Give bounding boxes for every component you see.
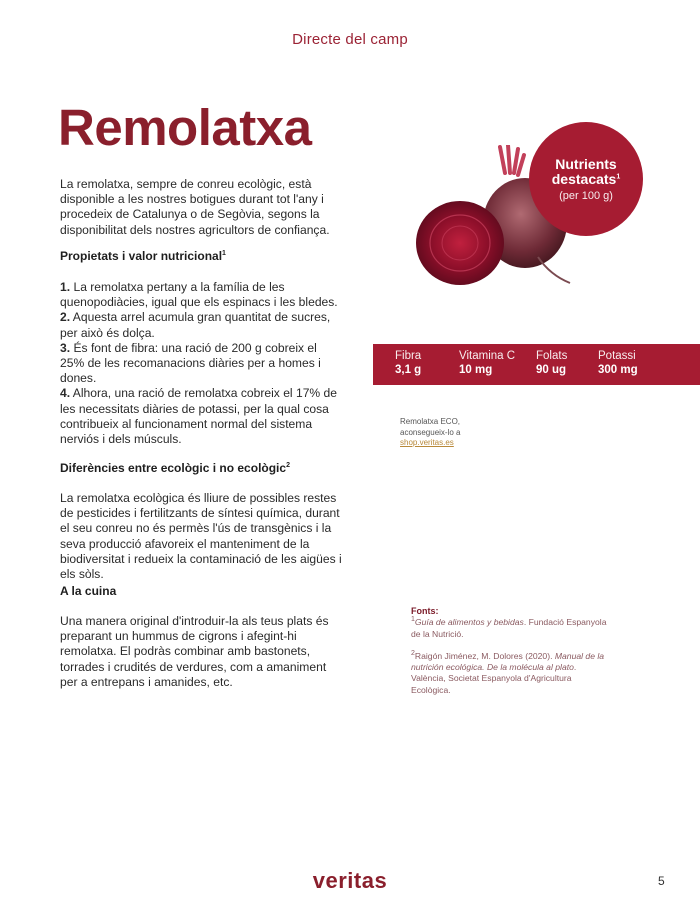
kitchen-heading-block <box>60 584 342 599</box>
differences-heading-block <box>60 461 342 476</box>
properties-heading: Propietats i valor nutricional$^1$ <box>60 249 226 263</box>
differences-heading: Diferències entre ecològic i no ecològic$^2$ <box>60 461 290 475</box>
differences-paragraph <box>60 491 342 582</box>
kitchen-text: Una manera original d'introduir-la als teus plats és preparant un hummus de cigrons i afegint-hi remolatxa. El podràs combinar amb bastonets, torrades i crudités de verdures, com a amaniment per a entrepans i amanides, etc. <box>60 614 329 689</box>
nutrient-folats: Folats 90 ug <box>536 350 568 376</box>
intro-paragraph <box>60 177 342 238</box>
badge-title-line2: destacats$^1$ <box>551 170 621 187</box>
list-item: 4. Alhora, una ració de remolatxa cobreix el 17% de les necessitats diàries de potassi, per la qual cosa contribueix al funcionament normal del sistema nerviós i dels músculs. <box>60 386 337 447</box>
image-caption: Remolatxa ECO, aconsegueix-lo a shop.veritas.es <box>400 417 461 447</box>
source-2: $^2$Raigón Jiménez, M. Dolores (2020). Manual de la nutrición ecológica. De la molécula al plato. València, Societat Espanyola d'Agricultura Ecològica. <box>411 650 605 695</box>
nutrient-vitamina-c: Vitamina C 10 mg <box>459 350 516 376</box>
nutrient-potassi: Potassi 300 mg <box>598 350 638 376</box>
shop-link[interactable]: shop.veritas.es <box>400 438 454 447</box>
kitchen-heading: A la cuina <box>60 584 117 598</box>
nutrient-fibra: Fibra 3,1 g <box>395 350 422 376</box>
veritas-logo: veritas <box>312 868 388 893</box>
differences-text: La remolatxa ecològica és lliure de possibles restes de pesticides i fertilitzants de síntesi química, durant el seu conreu no és permès l'ús de transgènics i la seva producció afavoreix el manteniment de la biodiversitat i redueix la contaminació de les aigües i els sòls. <box>60 491 342 582</box>
section-label: Directe del camp <box>292 31 408 48</box>
nutrients-badge <box>529 122 643 236</box>
badge-subtitle: (per 100 g) <box>559 189 613 202</box>
properties-list <box>60 280 342 447</box>
list-item: 3. És font de fibra: una ració de 200 g cobreix el 25% de les recomanacions diàries per a homes i dones. <box>60 340 321 386</box>
page-title: Remolatxa <box>58 99 312 156</box>
intro-text: La remolatxa, sempre de conreu ecològic, està disponible a les nostres botigues durant tot l'any i procedeix de Catalunya o de Segòvia, segons la disponibilitat dels nostres agricultors de confiança. <box>60 177 330 237</box>
source-1: $^1$Guía de alimentos y bebidas. Fundació Espanyola de la Nutrició. <box>411 616 607 639</box>
kitchen-paragraph <box>60 614 342 690</box>
badge-title-line1: Nutrients <box>555 155 617 172</box>
page-number: 5 <box>658 874 665 888</box>
sources <box>411 606 611 696</box>
list-item: 2. Aquesta arrel acumula gran quantitat de sucres, per això és dolça. <box>60 310 331 340</box>
nutrients-bar <box>373 344 700 385</box>
properties-heading-block <box>60 249 342 264</box>
sources-title: Fonts: <box>411 606 439 616</box>
list-item: 1. La remolatxa pertany a la família de les quenopodiàcies, igual que els espinacs i les bledes. <box>60 280 338 310</box>
